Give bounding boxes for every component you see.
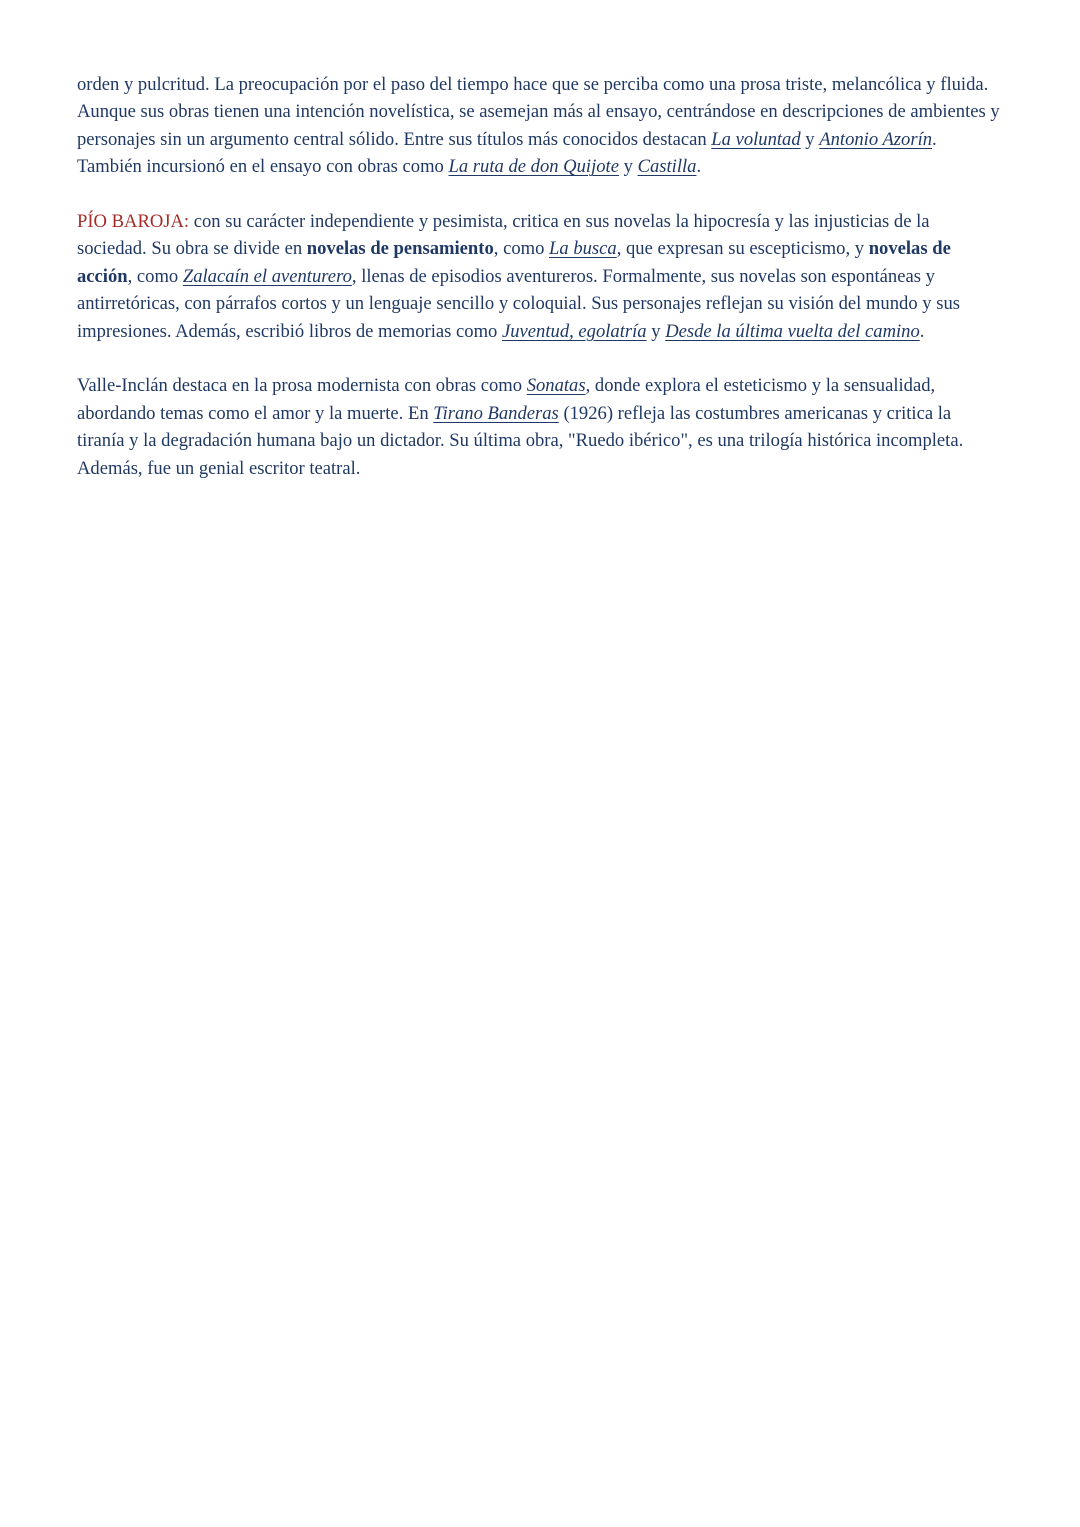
- work-title: Castilla: [637, 156, 697, 178]
- author-name-highlight: PÍO BAROJA:: [77, 211, 190, 233]
- text-run: , donde explora el esteticismo y la sensualidad, abordando temas como el amor y la muerte. En: [77, 375, 936, 424]
- work-title: Antonio Azorín: [819, 128, 933, 150]
- paragraph-pio-baroja: [77, 208, 1003, 345]
- text-run: .: [919, 320, 925, 342]
- paragraphs: [77, 71, 1003, 482]
- text-run: orden y pulcritud. La preocupación por el paso del tiempo hace que se perciba como una prosa triste, melancólica y fluida. Aunque sus obras tienen una intención novelística, se asemejan más al ensayo, centrándose en descripciones de ambientes y personajes sin un argumento central sólido. Entre sus títulos más conocidos destacan: [77, 74, 1000, 150]
- text-run: , como: [127, 265, 183, 287]
- text-run: .: [696, 156, 702, 178]
- bold-text-run: novelas de pensamiento: [306, 238, 494, 260]
- text-run: (1926) refleja las costumbres americanas y critica la tiranía y la degradación humana bajo un dictador. Su última obra, "Ruedo ibérico", es una trilogía histórica incompleta. Además, fue un genial escritor teatral.: [77, 402, 964, 479]
- work-title: La voluntad: [711, 128, 801, 150]
- work-title: La busca: [549, 238, 617, 260]
- work-title: Sonatas: [526, 375, 586, 397]
- paragraph-azorin-prose: [77, 71, 1003, 181]
- document-text-block: [77, 71, 1003, 482]
- work-title: Juventud, egolatría: [502, 320, 647, 342]
- paragraph-valle-inclan: [77, 372, 1003, 482]
- text-run: , llenas de episodios aventureros. Formalmente, sus novelas son espontáneas y antirretóricas, con párrafos cortos y un lenguaje sencillo y coloquial. Sus personajes reflejan su visión del mundo y sus impresiones. Además, escribió libros de memorias como: [77, 265, 960, 342]
- text-run: , que expresan su escepticismo, y: [616, 238, 869, 260]
- text-run: , como: [493, 238, 550, 260]
- text-run: y: [800, 128, 820, 150]
- text-run: y: [618, 156, 638, 178]
- work-title: Desde la última vuelta del camino: [665, 320, 920, 342]
- text-run: Valle-Inclán destaca en la prosa modernista con obras como: [77, 375, 527, 397]
- work-title: Tirano Banderas: [433, 402, 559, 424]
- text-run: . También incursionó en el ensayo con obras como: [77, 128, 937, 178]
- bold-text-run: novelas de acción: [77, 238, 951, 287]
- work-title: La ruta de don Quijote: [448, 156, 619, 178]
- work-title: Zalacaín el aventurero: [182, 265, 352, 287]
- text-run: y: [646, 320, 666, 342]
- text-run: con su carácter independiente y pesimista, critica en sus novelas la hipocresía y las injusticias de la sociedad. Su obra se divide en: [77, 211, 930, 260]
